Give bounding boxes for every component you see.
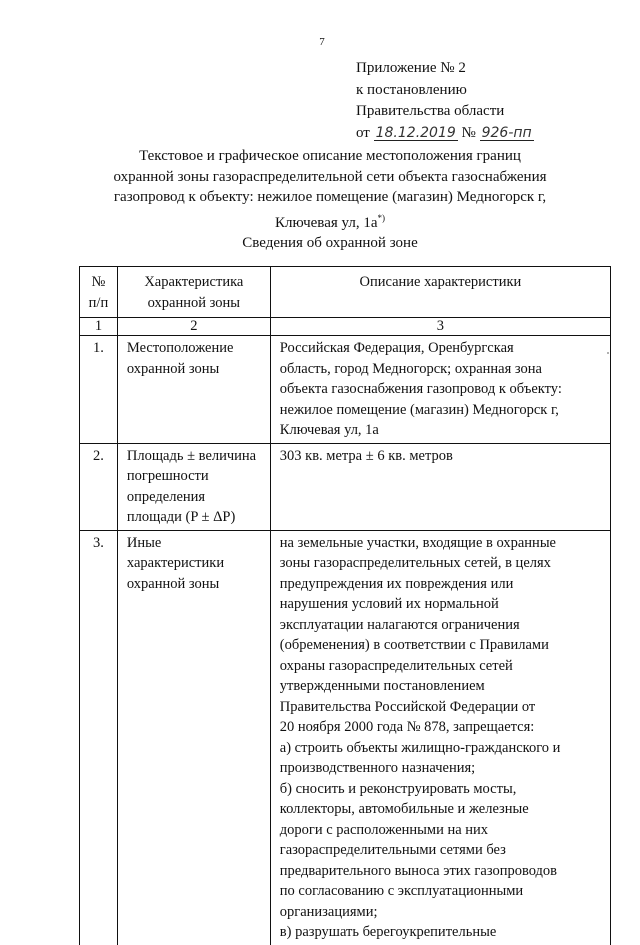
row-description: на земельные участки, входящие в охранные зоны газораспределительных сетей, в целях предупреждения их повреждения или нарушения условий их нормальной эксплуатации налагаются ограничения (обременения) в соответствии с Правилами охраны газораспределительных сетей утвержденными постановлением Правительства Российской Федерации от 20 ноября 2000 года № 878, запрещается: а) строить объекты жилищно-гражданского и производственного назначения; б) сносить и реконструировать мосты, коллекторы, автомобильные и железные дороги с расположенными на них газораспределительными сетями без предварительного выноса этих газопроводов по согласованию с эксплуатационными организациями; в) разрушать берегоукрепительные <box>270 530 610 945</box>
number-prefix: № <box>461 124 476 141</box>
handwritten-date: 18.12.2019 <box>375 124 456 141</box>
row-characteristic: Иные характеристики охранной зоны <box>117 530 270 945</box>
page-number: 7 <box>319 36 325 48</box>
column-number: 1 <box>80 318 118 336</box>
table-row <box>80 443 611 530</box>
appendix-title: Приложение № 2 <box>356 60 466 76</box>
header-characteristic: Характеристика охранной зоны <box>117 267 270 318</box>
column-numbers-row <box>80 318 611 336</box>
row-number: 2. <box>80 443 118 530</box>
appendix-block <box>356 58 534 144</box>
row-description: Российская Федерация, Оренбургская область, город Медногорск; охранная зона объекта газоснабжения газопровод к объекту: нежилое помещение (магазин) Медногорск г, Ключевая ул, 1а <box>270 336 610 444</box>
footnote-mark: *) <box>377 212 385 223</box>
column-number: 3 <box>270 318 610 336</box>
table-row <box>80 530 611 945</box>
title-line-3: газопровод к объекту: нежилое помещение (магазин) Медногорск г, <box>113 189 547 205</box>
appendix-date-line <box>356 123 534 145</box>
title-line-4: Ключевая ул, 1а <box>274 214 378 231</box>
document-title <box>100 146 560 233</box>
table-header-row <box>80 267 611 318</box>
table-row <box>80 336 611 444</box>
header-description: Описание характеристики <box>270 267 610 318</box>
protection-zone-table <box>79 266 611 945</box>
scan-speck <box>607 352 609 354</box>
row-characteristic: Местоположение охранной зоны <box>117 336 270 444</box>
row-characteristic: Площадь ± величина погрешности определения площади (P ± ΔP) <box>117 443 270 530</box>
column-number: 2 <box>117 318 270 336</box>
date-prefix: от <box>356 124 370 141</box>
title-line-2: охранной зоны газораспределительной сети объекта газоснабжения <box>113 168 547 185</box>
section-heading: Сведения об охранной зоне <box>242 235 418 251</box>
title-line-1: Текстовое и графическое описание местоположения границ <box>139 148 521 164</box>
row-number: 3. <box>80 530 118 945</box>
row-description: 303 кв. метра ± 6 кв. метров <box>270 443 610 530</box>
row-number: 1. <box>80 336 118 444</box>
appendix-authority: Правительства области <box>356 103 505 119</box>
handwritten-number: 926-пп <box>481 124 532 141</box>
appendix-reference: к постановлению <box>356 81 467 98</box>
header-num: № п/п <box>80 267 118 318</box>
title-line-4-wrapper <box>100 208 560 234</box>
